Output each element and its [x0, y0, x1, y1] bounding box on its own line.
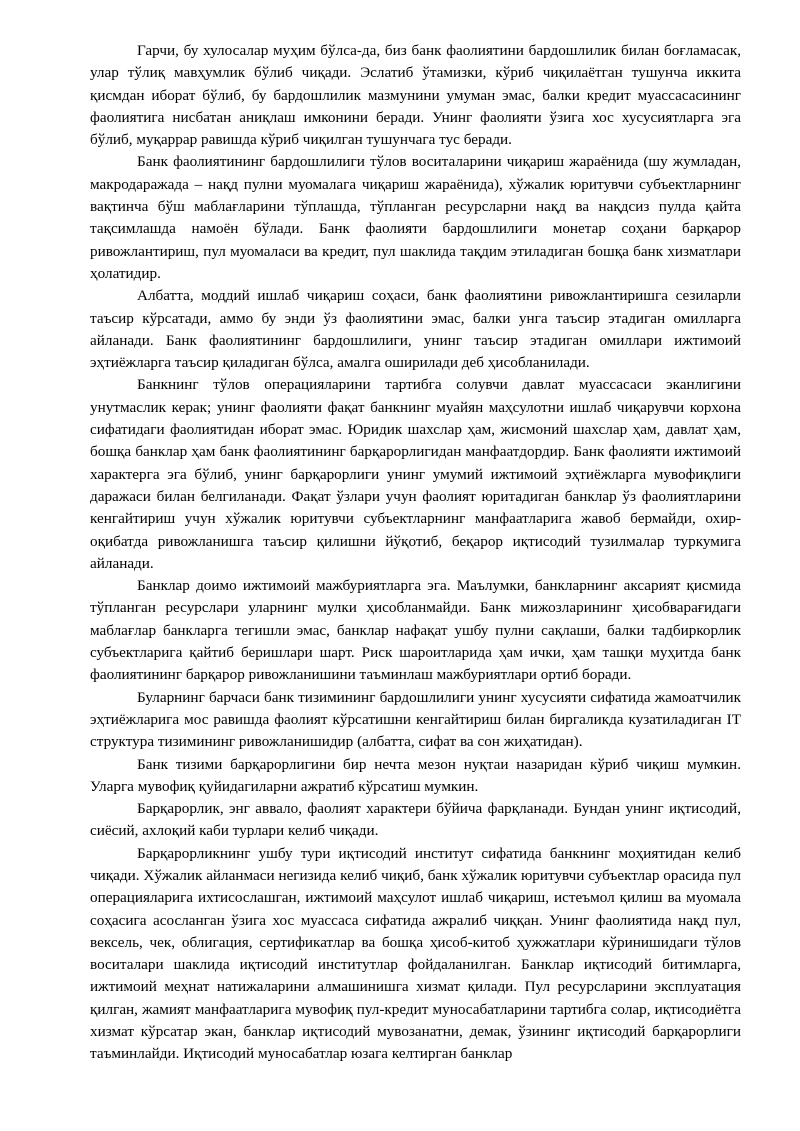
paragraph-4: Банкнинг тўлов операцияларини тартибга солувчи давлат муассасаси эканлигини унутмаслик керак; унинг фаолияти фақат банкнинг муайян маҳсулотни ишлаб чиқарувчи корхона сифатидаги фаолиятидан иборат эмас. Юридик шахслар ҳам, жисмоний шахслар ҳам, давлат ҳам, бошқа банклар ҳам банк фаолиятининг барқарорлигидан манфаатдордир. Банк фаолияти ижтимоий характерга эга бўлиб, унинг барқарорлиги унинг умумий ижтимоий эҳтиёжларга мувофиқлиги даражаси билан белгиланади. Фақат ўзлари учун фаолият юритадиган банклар ўз фаолиятларини кенгайтириш учун хўжалик юритувчи субъектларнинг манфаатларига жавоб бермайди, охир-оқибатда ривожланишга таъсир қилишни йўқотиб, беқарор иқтисодий тузилмалар туркумига айланади. — [90, 376, 741, 572]
document-page — [90, 40, 741, 1066]
paragraph-6: Буларнинг барчаси банк тизимининг бардошлилиги унинг хусусияти сифатида жамоатчилик эҳтиёжларига мос равишда фаолият кўрсатишни кенгайтириш билан биргаликда кузатиладиган IT структура тизимининг ривожланишидир (албатта, сифат ва сон жиҳатидан). — [90, 688, 741, 751]
paragraph-9: Барқарорликнинг ушбу тури иқтисодий институт сифатида банкнинг моҳиятидан келиб чиқади. Хўжалик айланмаси негизида келиб чиқиб, банк хўжалик юритувчи субъектлар орасида пул операцияларига ихтисослашган, ижтимоий маҳсулот ишлаб чиқариш, истеъмол қилиш ва муомала соҳасига асосланган ўзига хос муассаса сифатида ажралиб чиққан. Унинг фаолиятида нақд пул, вексель, чек, облигация, сертификатлар ва бошқа ҳисоб-китоб ҳужжатлари кўринишидаги тўлов воситалари шаклида иқтисодий институтлар фойдаланилган. Банклар иқтисодий битимларга, ижтимоий меҳнат натижаларини алмашинишга хизмат қилади. Пул ресурсларини эксплуатация қилган, жамият манфаатларига мувофиқ пул-кредит муносабатларини тартибга солар, иқтисодиётга хизмат кўрсатар экан, банклар иқтисодий мувозанатни, демак, ўзининг иқтисодий барқарорлиги таъминлайди. Иқтисодий муносабатлар юзага келтирган банклар — [90, 844, 741, 1063]
paragraph-1: Гарчи, бу хулосалар муҳим бўлса-да, биз банк фаолиятини бардошлилик билан боғламасак, улар тўлиқ мавҳумлик бўлиб чиқади. Эслатиб ўтамизки, кўриб чиқилаётган тушунча иккита қисмдан иборат бўлиб, бу бардошлилик мазмунини умуман эмас, балки кредит муассасасининг фаолиятига нисбатан аниқлаш имконини беради. Унинг фаолияти ўзига хос хусусиятларга эга бўлиб, муқаррар равишда кўриб чиқилган тушунчага тус беради. — [90, 42, 741, 149]
paragraph-5: Банклар доимо ижтимоий мажбуриятларга эга. Маълумки, банкларнинг аксарият қисмида тўпланган ресурслари уларнинг мулки ҳисобланмайди. Банк мижозларининг ҳисобварағидаги маблағлар банкларга тегишли эмас, банклар нафақат ушбу пулни сақлаши, балки тадбиркорлик субъектларига қайтиб беришлари шарт. Риск шароитларида ҳам ички, ҳам ташқи муҳитда банк фаолиятининг барқарор ривожланишини таъминлаш мажбуриятлари ортиб боради. — [90, 577, 741, 684]
paragraph-3: Албатта, моддий ишлаб чиқариш соҳаси, банк фаолиятини ривожлантиришга сезиларли таъсир кўрсатади, аммо бу энди ўз фаолиятини эмас, балки унга таъсир этадиган омилларга айланади. Банк фаолиятининг бардошлилиги, унинг таъсир этадиган омиллари ижтимоий эҳтиёжларга таъсир қиладиган бўлса, амалга оширилади деб ҳисобланилади. — [90, 287, 741, 372]
paragraph-2: Банк фаолиятининг бардошлилиги тўлов воситаларини чиқариш жараёнида (шу жумладан, макродаражада – нақд пулни муомалага чиқариш жараёнида), хўжалик юритувчи субъектларнинг вақтинча бўш маблағларини тўплашда, тўпланган ресурсларни нақд ва нақдсиз пулда қайта тақсимлашда намоён бўлади. Банк фаолияти бардошлилиги монетар соҳани барқарор ривожлантириш, пул муомаласи ва кредит, пул шаклида тақдим этиладиган бошқа банк хизматлари ҳолатидир. — [90, 153, 741, 282]
paragraph-7: Банк тизими барқарорлигини бир нечта мезон нуқтаи назаридан кўриб чиқиш мумкин. Уларга мувофиқ қуйидагиларни ажратиб кўрсатиш мумкин. — [90, 755, 741, 795]
paragraph-8: Барқарорлик, энг аввало, фаолият характери бўйича фарқланади. Бундан унинг иқтисодий, сиёсий, ахлоқий каби турлари келиб чиқади. — [90, 800, 741, 840]
